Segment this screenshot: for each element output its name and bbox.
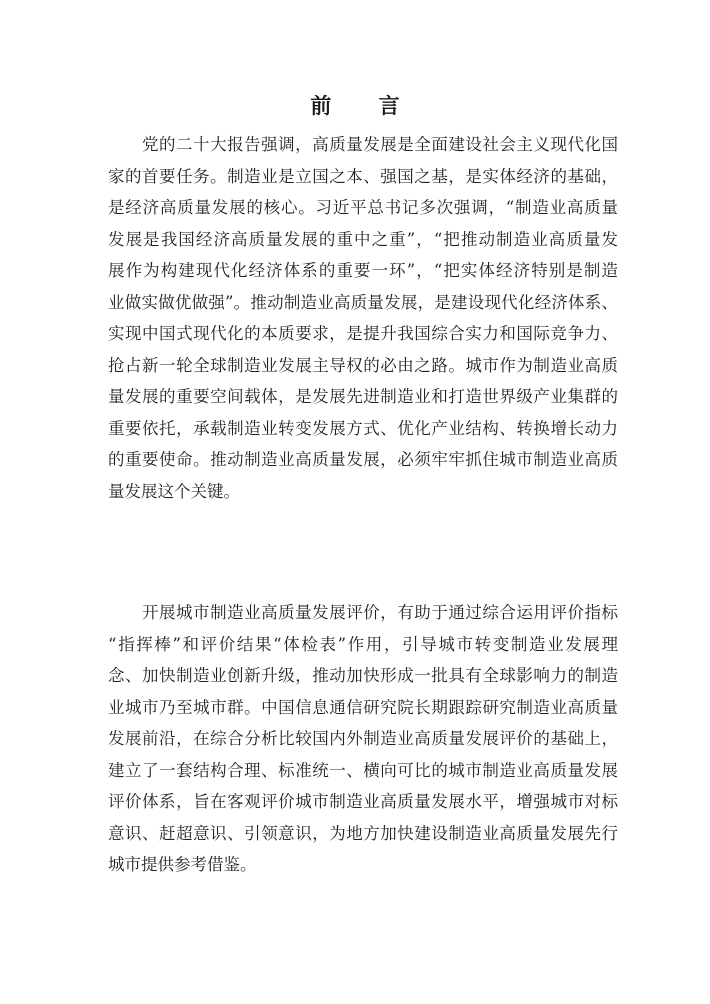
text-line: 建立了一套结构合理、标准统一、横向可比的城市制造业高质量发展 [108, 760, 618, 780]
paragraph-1 [108, 129, 618, 507]
text-line: 发展是我国经济高质量发展的重中之重”，“把推动制造业高质量发 [108, 229, 618, 249]
paragraph-2 [108, 597, 618, 881]
text-line: “指挥棒”和评价结果“体检表”作用，引导城市转变制造业发展理 [108, 634, 618, 654]
text-line: 念、加快制造业创新升级，推动加快形成一批具有全球影响力的制造 [108, 666, 618, 685]
text-line: 意识、赶超意识、引领意识，为地方加快建设制造业高质量发展先行 [108, 823, 618, 843]
text-line: 党的二十大报告强调，高质量发展是全面建设社会主义现代化国 [142, 135, 618, 154]
text-line: 重要依托，承载制造业转变发展方式、优化产业结构、转换增长动力 [108, 418, 618, 438]
text-line: 实现中国式现代化的本质要求，是提升我国综合实力和国际竞争力、 [108, 324, 618, 343]
text-line: 城市提供参考借鉴。 [108, 855, 257, 874]
text-line: 是经济高质量发展的核心。习近平总书记多次强调，“制造业高质量 [108, 198, 618, 217]
text-line: 量发展这个关键。 [108, 481, 240, 501]
text-line: 业做实做优做强”。推动制造业高质量发展，是建设现代化经济体系、 [108, 292, 618, 312]
text-line: 展作为构建现代化经济体系的重要一环”，“把实体经济特别是制造 [108, 261, 618, 280]
text-line: 评价体系，旨在客观评价城市制造业高质量发展水平，增强城市对标 [108, 792, 618, 811]
text-line: 的重要使命。推动制造业高质量发展，必须牢牢抓住城市制造业高质 [108, 450, 618, 469]
text-line: 业城市乃至城市群。中国信息通信研究院长期跟踪研究制造业高质量 [108, 697, 618, 717]
text-line: 发展前沿，在综合分析比较国内外制造业高质量发展评价的基础上， [108, 729, 618, 748]
text-line: 家的首要任务。制造业是立国之本、强国之基，是实体经济的基础， [108, 166, 618, 186]
text-line: 开展城市制造业高质量发展评价，有助于通过综合运用评价指标 [142, 603, 618, 622]
page-title: 前 言 [310, 94, 420, 118]
text-line: 量发展的重要空间载体，是发展先进制造业和打造世界级产业集群的 [108, 387, 618, 406]
text-line: 抢占新一轮全球制造业发展主导权的必由之路。城市作为制造业高质 [108, 355, 618, 375]
